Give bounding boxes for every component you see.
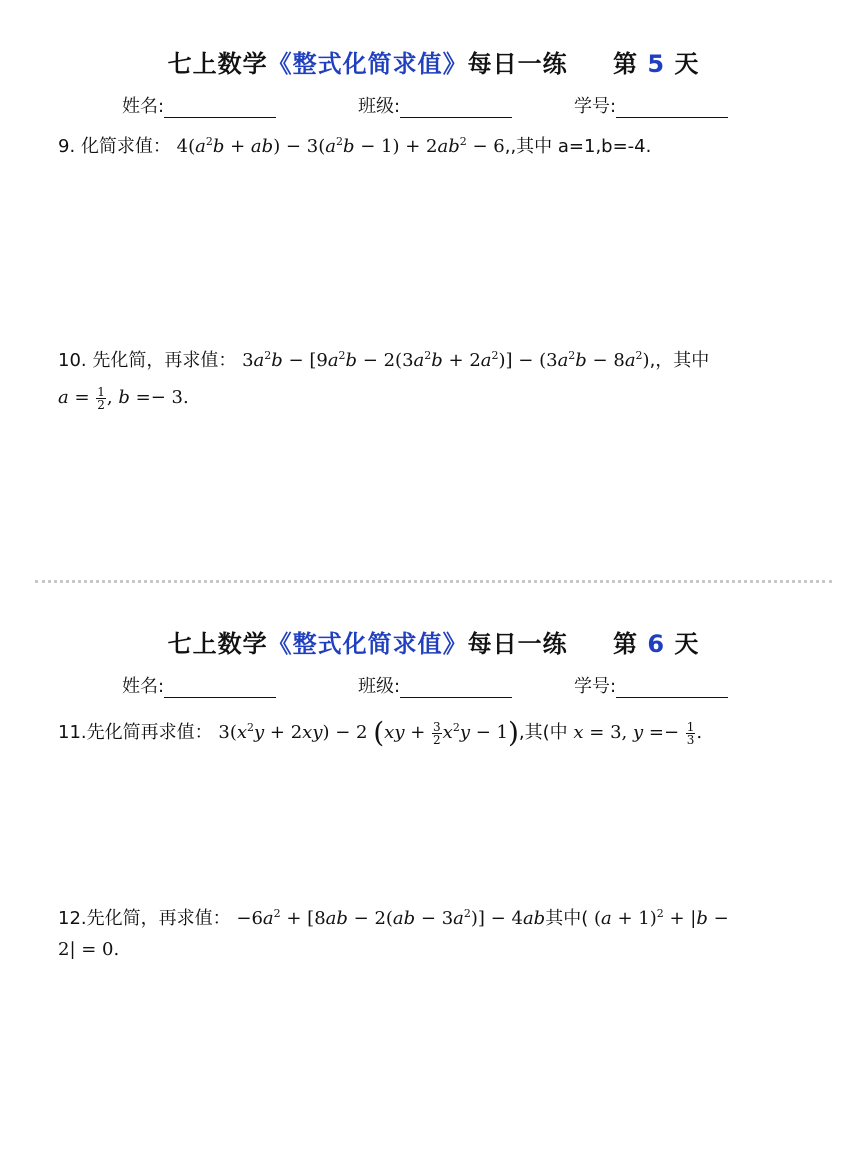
question-condition: ,,其中 a=1,b=-4. [504, 136, 652, 157]
day-label: 第 6 天 [612, 630, 700, 658]
question-expression: $4(a^2b + ab) - 3(a^2b - 1) + 2ab^2 - 6$ [176, 135, 505, 157]
question-label: 10. 先化简，再求值： [58, 350, 237, 371]
question-label: 12.先化简，再求值： [58, 908, 231, 929]
name-field[interactable]: 姓名: [122, 672, 276, 698]
worksheet-title [0, 624, 867, 659]
name-field[interactable]: 姓名: [122, 92, 276, 118]
worksheet-title [0, 44, 867, 79]
class-field[interactable]: 班级: [358, 92, 512, 118]
title-topic: 《整式化简求值》 [267, 630, 468, 658]
question-expression: $-6a^2 + [8ab - 2(ab - 3a^2)] - 4ab$ [236, 907, 546, 929]
worksheet-day-6 [0, 580, 867, 1150]
question-10 [58, 336, 818, 381]
day-number: 6 [647, 630, 666, 658]
day-number: 5 [647, 50, 666, 78]
question-9 [58, 122, 818, 167]
question-10-values: a = $\frac{1}{2}$ , b =− 3. [58, 384, 189, 412]
question-11: 11.先化简再求值： $3(x^2y + 2xy) - 2$ (xy + $\frac{3}{2}$ $x^2y - 1$),其(中 x = 3, y =− $\frac{1}{3}$ . [58, 716, 703, 749]
question-condition: ,其(中 [518, 722, 568, 743]
title-practice: 每日一练 [467, 50, 568, 78]
question-label: 9. 化简求值： [58, 136, 171, 157]
student-number-field[interactable]: 学号: [574, 92, 728, 118]
question-12: 12.先化简，再求值： $-6a^2 + [8ab - 2(ab - 3a^2)] - 4ab$其中( $(a + 1)^2 + |b$ − [58, 907, 729, 929]
question-expression: $3(x^2y + 2xy) - 2$ (xy + $\frac{3}{2}$ $x^2y - 1$) [218, 716, 519, 749]
title-topic: 《整式化简求值》 [267, 50, 468, 78]
title-grade: 七上数学 [167, 50, 268, 78]
day-label: 第 5 天 [612, 50, 700, 78]
student-number-field[interactable]: 学号: [574, 672, 728, 698]
question-expression: $3a^2b - [9a^2b - 2(3a^2b + 2a^2)] - (3a^2b - 8a^2)$ [242, 349, 650, 371]
worksheet-day-5 [0, 0, 867, 570]
title-practice: 每日一练 [467, 630, 568, 658]
question-condition: ,，其中 [649, 350, 710, 371]
question-12-continued: 2| = 0. [58, 939, 120, 960]
title-grade: 七上数学 [167, 630, 268, 658]
question-condition: 其中( [545, 908, 589, 929]
question-label: 11.先化简再求值： [58, 722, 213, 743]
class-field[interactable]: 班级: [358, 672, 512, 698]
